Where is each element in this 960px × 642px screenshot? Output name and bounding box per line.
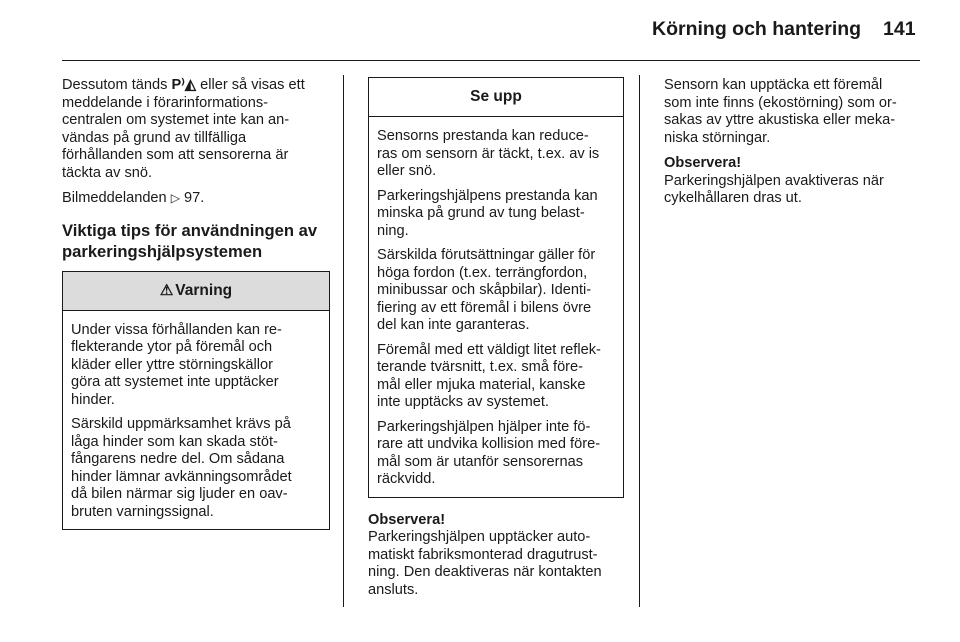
parking-assist-icon: P⁾◭: [171, 77, 197, 93]
text-line: täckta av snö.: [62, 164, 153, 181]
warning-triangle-icon: ⚠: [159, 281, 174, 299]
text-line: centralen om systemet inte kan an-: [62, 112, 290, 128]
intro-first-line: Dessutom tänds P⁾◭ eller så visas ett: [62, 77, 305, 93]
section-heading: Viktiga tips för användningen av parkeringshjälpsystemen: [62, 220, 318, 261]
caution-paragraph: Föremål med ett väldigt litet reflek- terande tvärsnitt, t.ex. små före- mål eller mjuka material, kanske inte upptäcks av systemet.: [377, 341, 601, 410]
caution-paragraph: Parkeringshjälpen hjälper inte fö- rare att undvika kollision med före- mål som är utanför sensorernas räckvidd.: [377, 418, 601, 487]
caution-paragraph: Parkeringshjälpens prestanda kan minska på grund av tung belast- ning.: [377, 187, 598, 239]
warning-box: [62, 271, 330, 531]
column-2: [368, 77, 624, 607]
note-paragraph: Observera! Parkeringshjälpen upptäcker auto- matiskt fabriksmonterad dragutrust- ning. Den deaktiveras när kontakten ansluts.: [368, 512, 624, 600]
page-ref-arrow-icon: ▷: [170, 191, 180, 205]
note-title: Observera!: [664, 155, 742, 171]
caution-paragraph: Sensorns prestanda kan reduce- ras om sensorn är täckt, t.ex. av is eller snö.: [377, 128, 600, 179]
note-title: Observera!: [368, 511, 446, 528]
caution-box: [368, 77, 624, 498]
text-line: förhållanden som att sensorerna är: [62, 147, 289, 163]
column-divider-2: [639, 75, 640, 607]
column-divider-1: [343, 75, 344, 607]
column-3: [664, 77, 922, 216]
warning-paragraph: Under vissa förhållanden kan re- flekterande ytor på föremål och kläder eller yttre störningskällor göra att systemet inte upptäcker hinder.: [71, 321, 282, 408]
page-number: 141: [883, 18, 916, 40]
note-paragraph: Observera! Parkeringshjälpen avaktiveras när cykelhållaren dras ut.: [664, 155, 922, 208]
warning-box-title: ⚠ Varning: [63, 272, 329, 311]
page-header-title: Körning och hantering: [652, 18, 862, 40]
warning-paragraph: Särskild uppmärksamhet krävs på låga hinder som kan skada stöt- fångarens nedre del. Om sådana hinder lämnar avkänningsområdet då bilen närmar sig ljuder en oav- bruten varningssignal.: [71, 416, 292, 520]
column-1: [62, 77, 330, 530]
caution-box-title: Se upp: [369, 78, 623, 117]
text-line: meddelande i förarinformations-: [62, 94, 269, 111]
vehicle-messages-ref: Bilmeddelanden ▷ 97.: [62, 190, 205, 206]
header-divider: [62, 60, 920, 61]
text-line: vändas på grund av tillfälliga: [62, 129, 247, 146]
intro-paragraph: [62, 77, 330, 182]
caution-paragraph: Särskilda förutsättningar gäller för höga fordon (t.ex. terrängfordon, minibussar och skåpbilar). Identi- fiering av ett föremål i bilens övre del kan inte garanteras.: [377, 247, 596, 333]
intro-paragraph: Sensorn kan upptäcka ett föremål som inte finns (ekostörning) som or- sakas av yttre akustiska eller meka- niska störningar.: [664, 77, 897, 146]
